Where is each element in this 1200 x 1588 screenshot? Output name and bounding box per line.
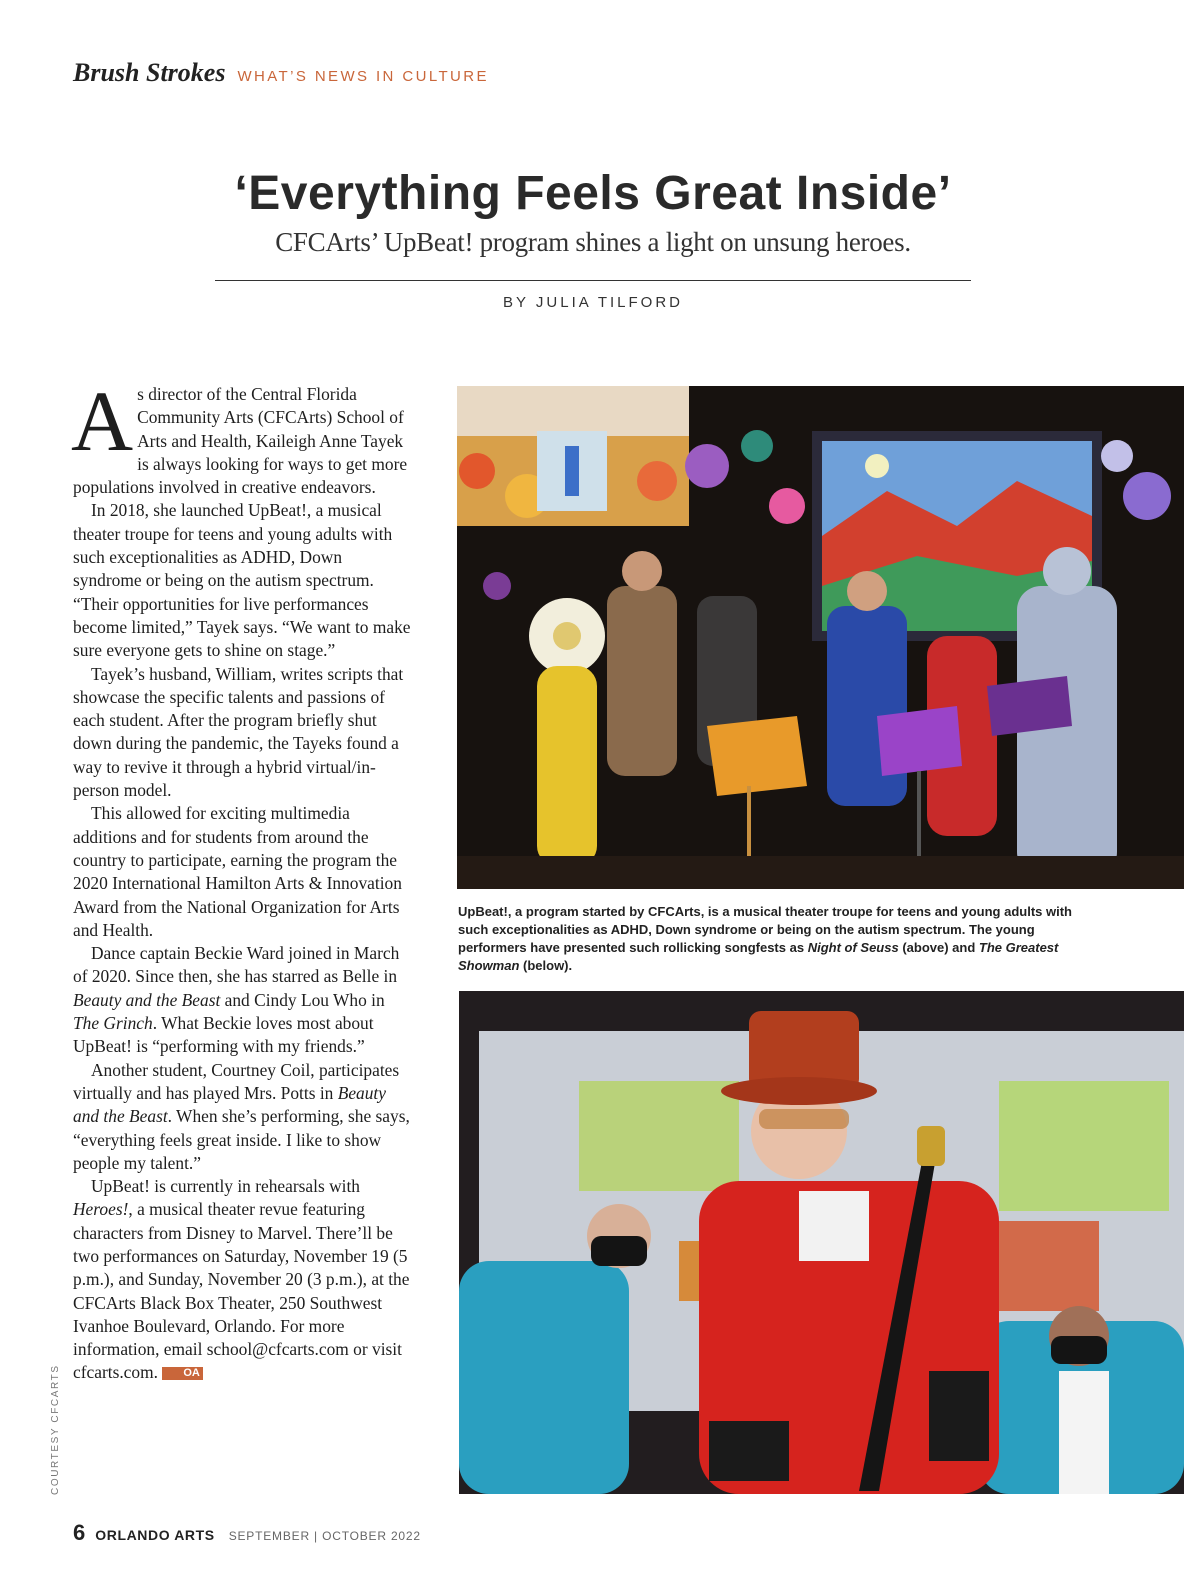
magazine-name: ORLANDO ARTS [95,1527,215,1543]
page-number: 6 [73,1520,86,1545]
paragraph-1: As director of the Central Florida Community Arts (CFCArts) School of Arts and Health, Kaileigh Anne Tayek is always looking for ways to get more populations involved in creative endeavors. [71,373,408,498]
article-body [71,373,413,1385]
stage-photo-illustration [457,386,1184,889]
photo-credit: COURTESY CFCARTS [50,1364,61,1495]
article-title: ‘Everything Feels Great Inside’ [234,167,952,220]
photo-night-of-seuss [457,386,1184,889]
section-name: Brush Strokes [73,58,226,87]
paragraph-4: This allowed for exciting multimedia additions and for students from around the country to participate, earning the program the 2020 International Hamilton Arts & Innovation Award from the National Organization for Arts and Health. [73,803,402,940]
issue-date: SEPTEMBER | OCTOBER 2022 [228,1529,421,1543]
paragraph-6: Another student, Courtney Coil, participates virtually and has played Mrs. Potts in Beauty and the Beast. When she’s performing, she says, “everything feels great inside. I like to show people my talent.” [73,1059,410,1173]
end-mark-icon: OA [162,1367,203,1380]
paragraph-2: In 2018, she launched UpBeat!, a musical theater troupe for teens and young adults with such exceptionalities as ADHD, Down syndrome or being on the autism spectrum. “Their opportunities for live performances become limited,” Tayek says. “We want to make sure everyone gets to shine on stage.” [73,500,411,661]
showman-photo-illustration [459,991,1184,1494]
page-footer [73,1520,421,1546]
section-header [73,58,489,88]
photo-greatest-showman [459,991,1184,1494]
article-subtitle: CFCArts’ UpBeat! program shines a light on unsung heroes. [275,227,911,257]
section-tagline: WHAT’S NEWS IN CULTURE [237,68,489,85]
photo-caption: UpBeat!, a program started by CFCArts, is a musical theater troupe for teens and young adults with such exceptionalities as ADHD, Down syndrome or being on the autism spectrum. The young performers have presented such rollicking songfests as Night of Seuss (above) and The Greatest Showman (below). [458,904,1072,973]
paragraph-3: Tayek’s husband, William, writes scripts that showcase the specific talents and passions of each student. After the program briefly shut down during the pandemic, the Tayeks found a way to revive it through a hybrid virtual/in-person model. [73,663,404,801]
title-divider [215,280,971,281]
paragraph-5: Dance captain Beckie Ward joined in March of 2020. Since then, she has starred as Belle in Beauty and the Beast and Cindy Lou Who in The Grinch. What Beckie loves most about UpBeat! is “performing with my friends.” [73,943,400,1057]
drop-cap: A [71,373,134,469]
byline: BY JULIA TILFORD [503,294,683,311]
paragraph-7: UpBeat! is currently in rehearsals with Heroes!, a musical theater revue featuring characters from Disney to Marvel. There’ll be two performances on Saturday, November 19 (5 p.m.), and Sunday, November 20 (3 p.m.), at the CFCArts Black Box Theater, 250 Southwest Ivanhoe Boulevard, Orlando. For more information, email school@cfcarts.com or visit cfcarts.com. OA [73,1176,410,1383]
